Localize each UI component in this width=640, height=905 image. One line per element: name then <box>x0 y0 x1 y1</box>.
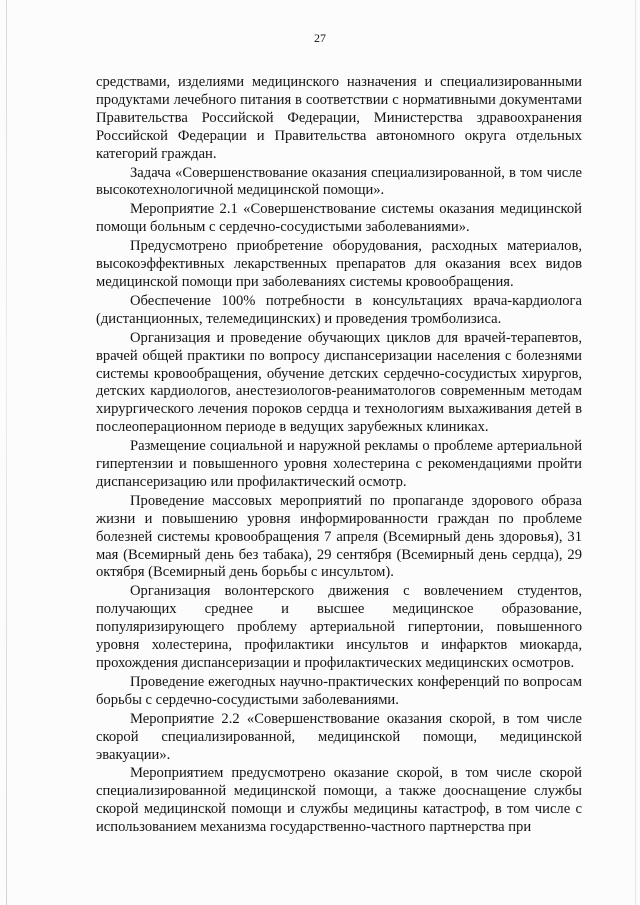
paragraph-continuation: средствами, изделиями медицинского назначения и специализированными продуктами лечебного питания в соответствии с нормативными документами Правительства Российской Федерации, Министерства здравоохранения Российской Федерации и Правительства автономного округа отдельных категорий граждан. <box>96 74 582 162</box>
page-number: 27 <box>314 31 326 45</box>
paragraph-task: Задача «Совершенствование оказания специализированной, в том числе высокотехнологичной медицинской помощи». <box>96 164 582 199</box>
paragraph-measure-2-1: Мероприятие 2.1 «Совершенствование системы оказания медицинской помощи больным с сердечно-сосудистыми заболеваниями». <box>96 201 582 236</box>
paragraph-measure-2-2: Мероприятие 2.2 «Совершенствование оказания скорой, в том числе скорой специализированной, медицинской помощи, медицинской эвакуации». <box>96 710 582 763</box>
scan-edge-left <box>6 0 7 905</box>
scan-edge-right <box>635 0 636 905</box>
body-text <box>96 74 582 838</box>
paragraph-conferences: Проведение ежегодных научно-практических конференций по вопросам борьбы с сердечно-сосудистыми заболеваниями. <box>96 673 582 708</box>
paragraph-training: Организация и проведение обучающих циклов для врачей-терапевтов, врачей общей практики по вопросу диспансеризации населения с болезнями системы кровообращения, обучение детских сердечно-сосудистых хирургов, детских кардиологов, анестезиологов-реаниматологов современным методам хирургического лечения пороков сердца и технологиям выхаживания детей в послеоперационном периоде в ведущих зарубежных клиниках. <box>96 329 582 436</box>
paragraph-equipment: Предусмотрено приобретение оборудования, расходных материалов, высокоэффективных лекарственных препаратов для оказания всех видов медицинской помощи при заболеваниях системы кровообращения. <box>96 238 582 290</box>
paragraph-emergency-care: Мероприятием предусмотрено оказание скорой, в том числе скорой специализированной медицинской помощи, а также дооснащение службы скорой медицинской помощи и службы медицины катастроф, в том числе с использованием механизма государственно-частного партнерства при <box>96 765 582 836</box>
paragraph-consultations: Обеспечение 100% потребности в консультациях врача-кардиолога (дистанционных, телемедицинских) и проведения тромболизиса. <box>96 292 582 327</box>
paragraph-mass-events: Проведение массовых мероприятий по пропаганде здорового образа жизни и повышению уровня информированности граждан по проблеме болезней системы кровообращения 7 апреля (Всемирный день здоровья), 31 мая (Всемирный день без табака), 29 сентября (Всемирный день сердца), 29 октября (Всемирный день борьбы с инсультом). <box>96 492 582 581</box>
paragraph-volunteers: Организация волонтерского движения с вовлечением студентов, получающих среднее и высшее медицинское образование, популяризирующего проблему артериальной гипертонии, повышенного уровня холестерина, профилактики инсультов и инфарктов миокарда, прохождения диспансеризации и профилактических медицинских осмотров. <box>96 583 582 671</box>
paragraph-advertising: Размещение социальной и наружной рекламы о проблеме артериальной гипертензии и повышенного уровня холестерина с рекомендациями пройти диспансеризацию или профилактический осмотр. <box>96 438 582 490</box>
